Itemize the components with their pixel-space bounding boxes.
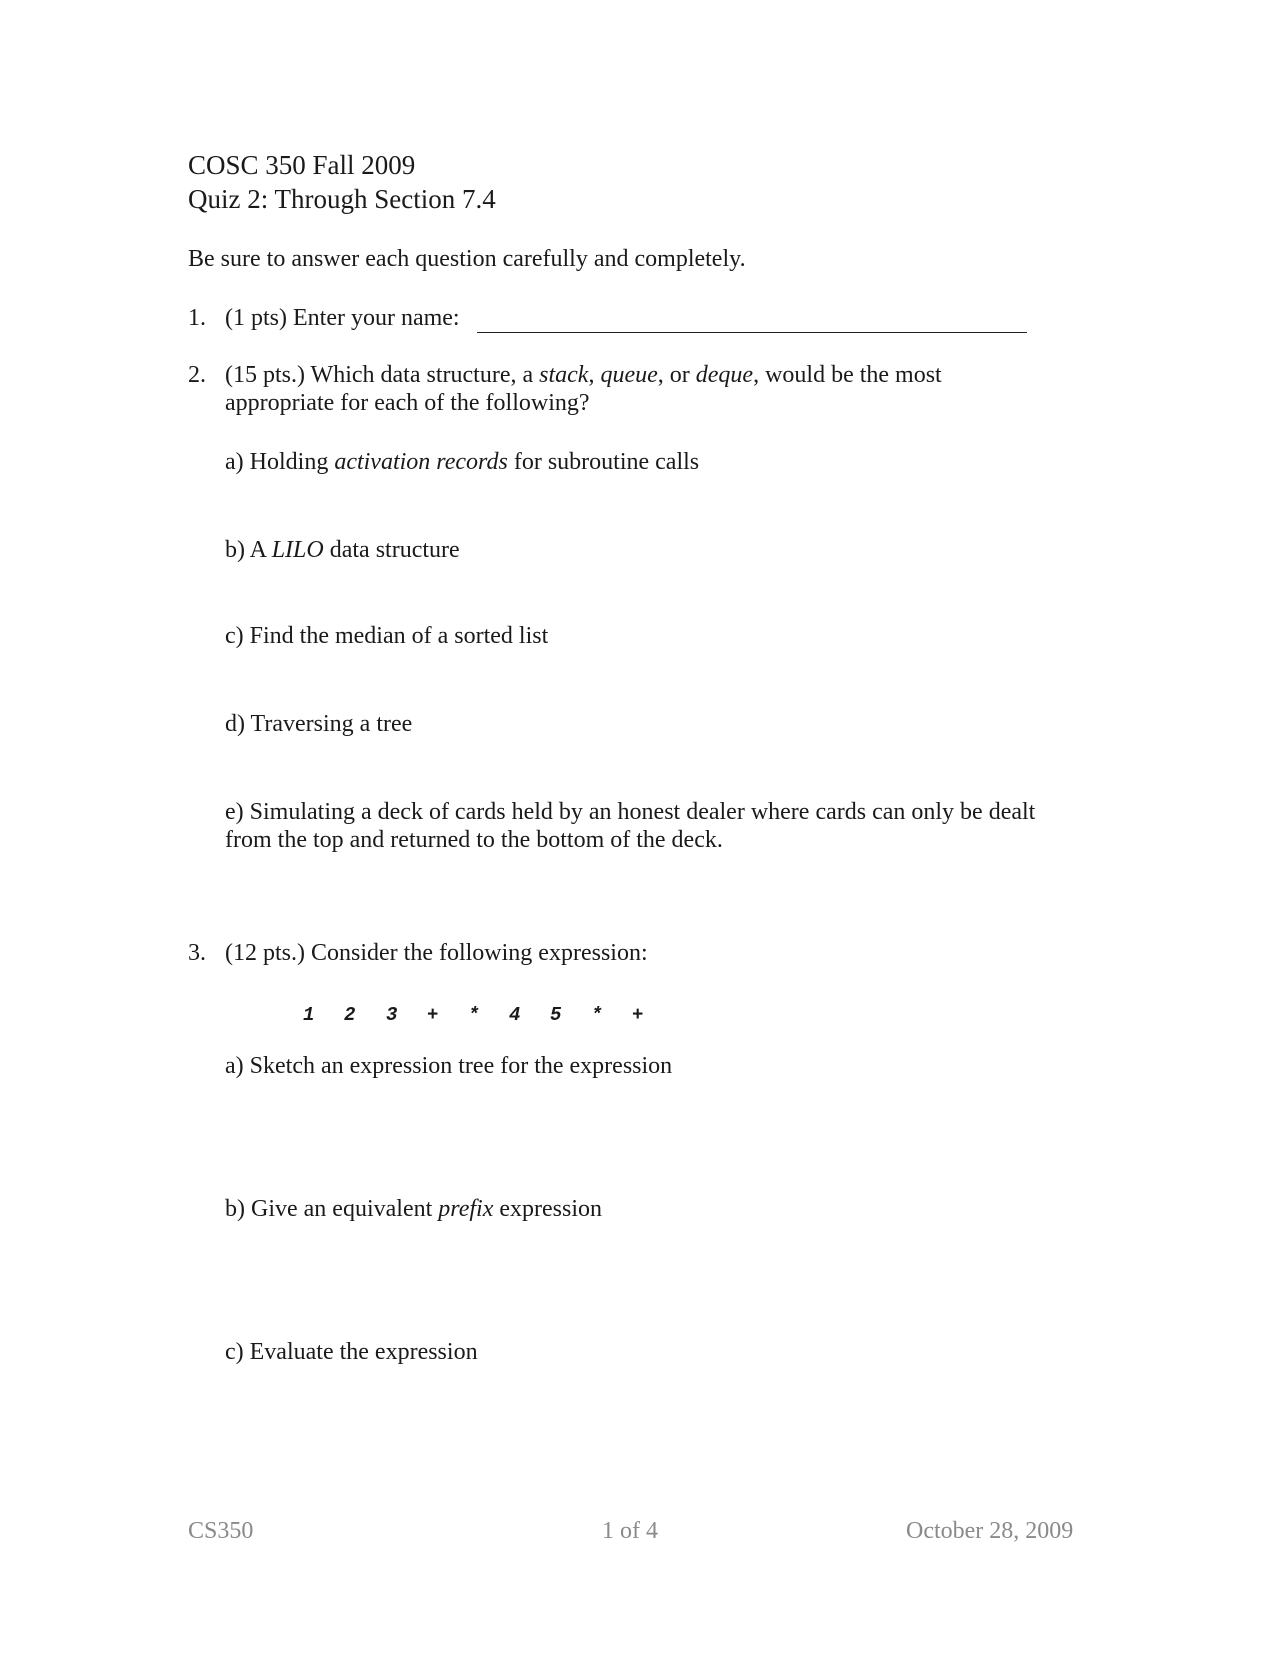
footer-course: CS350 <box>188 1518 254 1544</box>
q2-intro-line2: appropriate for each of the following? <box>225 390 590 416</box>
q2-part-c: c) Find the median of a sorted list <box>225 623 549 649</box>
q2-stack: stack <box>539 362 589 388</box>
expr-token: 2 <box>344 1004 356 1026</box>
expr-token: * <box>468 1004 480 1026</box>
q2-intro: (15 pts.) Which data structure, a stack, queue, or deque, would be the most <box>225 362 942 388</box>
q3-part-c: c) Evaluate the expression <box>225 1339 478 1365</box>
expr-token: 5 <box>550 1004 562 1026</box>
footer-page-number: 1 of 4 <box>602 1518 658 1544</box>
course-title: COSC 350 Fall 2009 <box>188 150 416 180</box>
q2-number: 2. <box>188 362 206 388</box>
expr-token: 3 <box>386 1004 398 1026</box>
q2-part-a: a) Holding activation records for subroutine calls <box>225 449 700 475</box>
expr-token: + <box>427 1004 439 1026</box>
expr-token: 1 <box>303 1004 315 1026</box>
q2-part-d: d) Traversing a tree <box>225 711 413 737</box>
q2-part-e-line1: e) Simulating a deck of cards held by an honest dealer where cards can only be dealt <box>225 799 1036 825</box>
q1-number: 1. <box>188 305 206 331</box>
expr-token: + <box>632 1004 644 1026</box>
q1-text: (1 pts) Enter your name: <box>225 305 460 331</box>
expr-token: * <box>591 1004 603 1026</box>
q2-queue: queue <box>600 362 658 388</box>
expr-token: 4 <box>509 1004 521 1026</box>
q2-part-b: b) A LILO data structure <box>225 537 460 563</box>
q2-part-e-line2: from the top and returned to the bottom of the deck. <box>225 827 723 853</box>
q3-intro: (12 pts.) Consider the following expression: <box>225 940 648 966</box>
instructions: Be sure to answer each question carefully and completely. <box>188 246 746 272</box>
q3-number: 3. <box>188 940 206 966</box>
name-answer-line[interactable] <box>477 332 1027 333</box>
q2-deque: deque <box>695 362 754 388</box>
q3-part-a: a) Sketch an expression tree for the expression <box>225 1053 673 1079</box>
quiz-title: Quiz 2: Through Section 7.4 <box>188 184 496 214</box>
q3-part-b: b) Give an equivalent prefix expression <box>225 1196 603 1222</box>
footer-date: October 28, 2009 <box>906 1518 1074 1544</box>
